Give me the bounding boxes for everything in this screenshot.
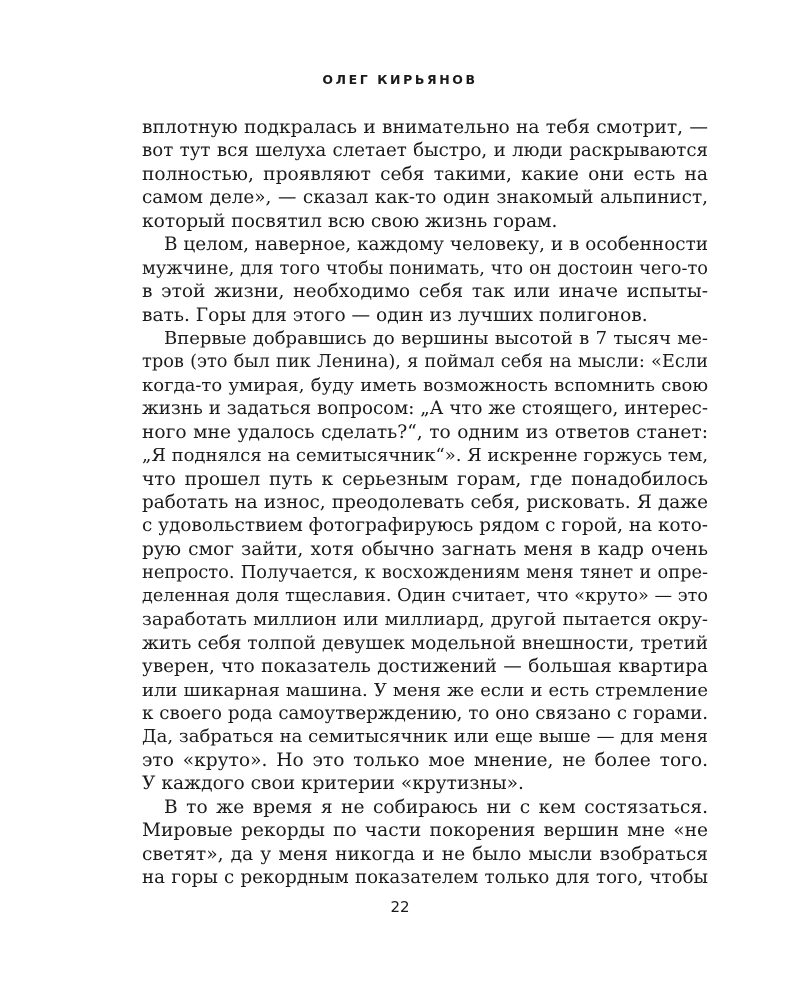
text-line: это «круто». Но это только мое мнение, не более того. (142, 749, 708, 771)
text-line: мужчине, для того чтобы понимать, что он достоин чего-то (142, 257, 708, 279)
text-line: когда-то умирая, буду иметь возможность вспомнить свою (142, 374, 708, 396)
paragraph-first-line: В целом, наверное, каждому человеку, и в особенности (164, 234, 708, 256)
text-line: который посвятил всю свою жизнь горам. (142, 210, 558, 232)
text-line: полностью, проявляют себя такими, какие они есть на (142, 163, 708, 185)
text-line: или шикарная машина. У меня же если и есть стремление (142, 679, 708, 701)
body-text (142, 116, 708, 889)
text-line: уверен, что показатель достижений — большая квартира (142, 656, 708, 678)
text-line: с удовольствием фотографируюсь рядом с горой, на кото- (142, 515, 708, 537)
text-line: У каждого свои критерии «крутизны». (142, 773, 524, 795)
page-number: 22 (390, 898, 410, 916)
text-line: Мировые рекорды по части покорения вершин мне «не (142, 820, 708, 842)
text-line: самом деле», — сказал как-то один знакомый альпинист, (142, 187, 708, 209)
text-line: на горы с рекордным показателем только для того, чтобы (142, 867, 708, 888)
paragraph-first-line: Впервые добравшись до вершины высотой в 7 тысяч ме- (164, 327, 708, 349)
paragraph-first-line: В то же время я не собираюсь ни с кем состязаться. (164, 796, 708, 818)
text-line: непросто. Получается, к восхождениям меня тянет и опре- (142, 562, 708, 584)
text-line: „Я поднялся на семитысячник“». Я искренне горжусь тем, (142, 445, 709, 467)
text-line: деленная доля тщеславия. Один считает, что «круто» — это (142, 585, 708, 606)
text-line: ного мне удалось сделать?“, то одним из ответов станет: (142, 421, 708, 443)
text-line: рую смог зайти, хотя обычно загнать меня в кадр очень (142, 538, 708, 560)
text-line: заработать миллион или миллиард, другой пытается окру- (142, 609, 708, 631)
text-line: вот тут вся шелуха слетает быстро, и люди раскрываются (142, 140, 708, 162)
text-line: вать. Горы для этого — один из лучших полигонов. (142, 304, 648, 326)
running-head: ОЛЕГ КИРЬЯНОВ (322, 72, 478, 87)
text-line: тров (это был пик Ленина), я поймал себя на мысли: «Если (142, 351, 708, 373)
text-line: жить себя толпой девушек модельной внешности, третий (142, 632, 708, 654)
text-line: жизнь и задаться вопросом: „А что же стоящего, интерес- (142, 398, 708, 420)
text-line: вплотную подкралась и внимательно на тебя смотрит, — (142, 117, 708, 138)
text-line: Да, забраться на семитысячник или еще выше — для меня (142, 726, 708, 748)
text-line: работать на износ, преодолевать себя, рисковать. Я даже (142, 492, 708, 513)
text-line: к своего рода самоутверждению, то оно связано с горами. (142, 702, 708, 724)
text-line: светят», да у меня никогда и не было мысли взобраться (142, 843, 708, 865)
text-line: в этой жизни, необходимо себя так или иначе испыты- (142, 281, 708, 303)
text-line: что прошел путь к серьезным горам, где понадобилось (142, 468, 708, 490)
